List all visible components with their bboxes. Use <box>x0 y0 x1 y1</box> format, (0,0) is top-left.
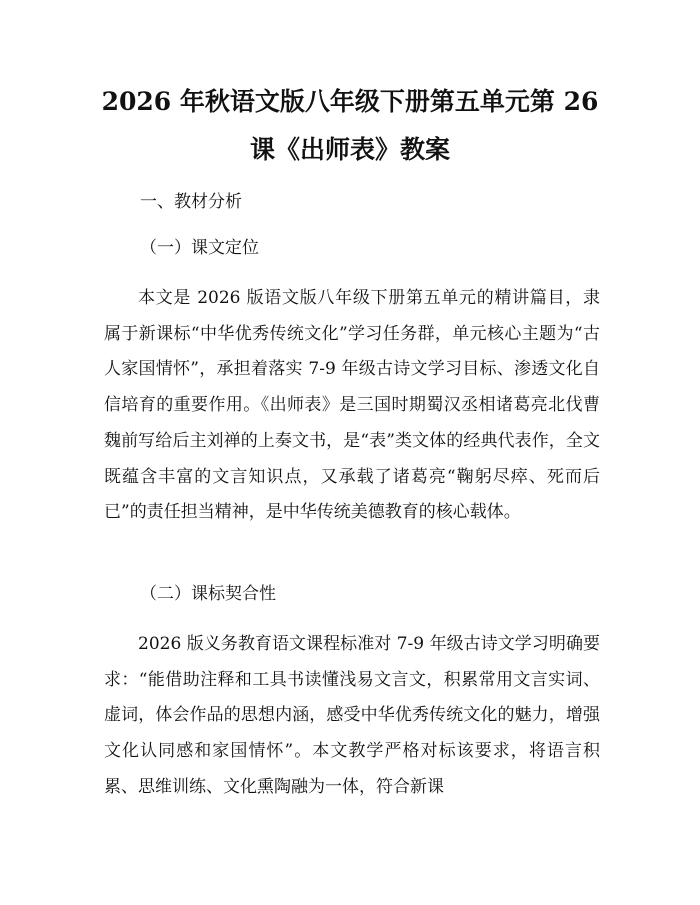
subsection-heading-text-positioning: （一）课文定位 <box>140 238 259 258</box>
document-title-line-1: 2026 年秋语文版八年级下册第五单元第 26 <box>101 87 599 116</box>
paragraph-text-positioning: 本文是 2026 版语文版八年级下册第五单元的精讲篇目，隶属于新课标“中华优秀传统文化”学习任务群，单元核心主题为“古人家国情怀”，承担着落实 7-9 年级古诗文学习目标、渗透文化自信培育的重要作用。《出师表》是三国时期蜀汉丞相诸葛亮北伐曹魏前写给后主刘禅的上奏文书，是“表”类文体的经典代表作，全文既蕴含丰富的文言知识点，又承载了诸葛亮“鞠躬尽瘁、死而后已”的责任担当精神，是中华传统美德教育的核心载体。 <box>104 288 600 523</box>
subsection-heading-curriculum-fit: （二）课标契合性 <box>140 584 276 604</box>
document-title-line-2: 课《出师表》教案 <box>249 135 450 164</box>
paragraph-curriculum-fit: 2026 版义务教育语文课程标准对 7-9 年级古诗文学习明确要求：“能借助注释和工具书读懂浅易文言文，积累常用文言实词、虚词，体会作品的思想内涵，感受中华优秀传统文化的魅力，增强文化认同感和家国情怀”。本文教学严格对标该要求，将语言积累、思维训练、文化熏陶融为一体，符合新课 <box>104 634 600 797</box>
section-heading-textbook-analysis: 一、教材分析 <box>140 192 242 212</box>
